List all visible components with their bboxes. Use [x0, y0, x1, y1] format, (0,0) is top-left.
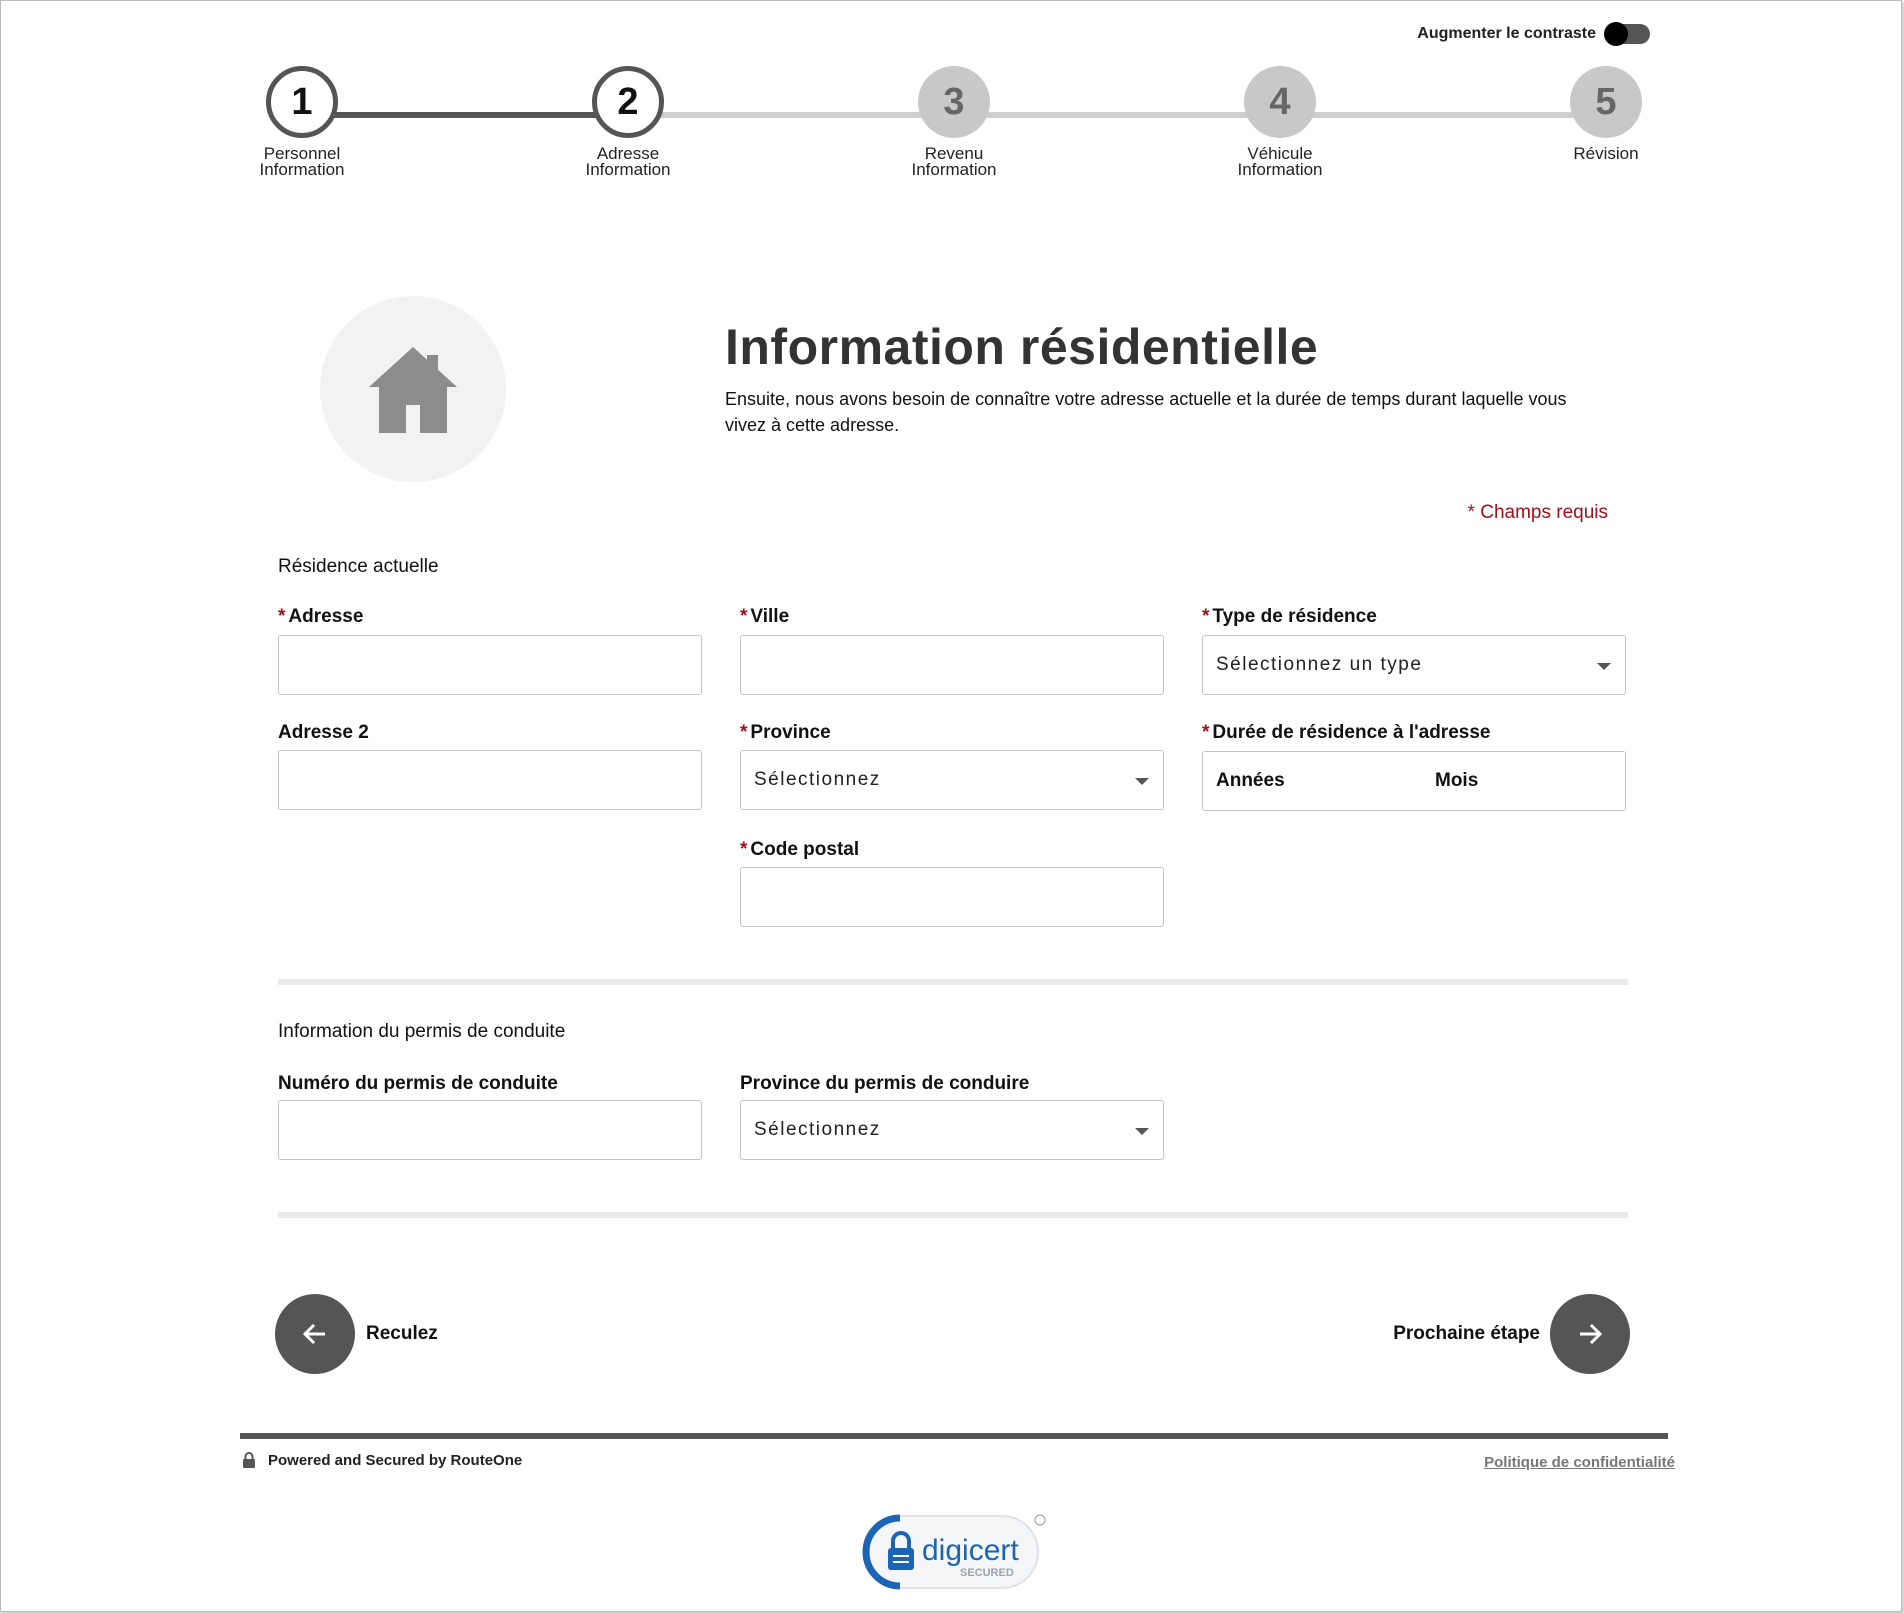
license-province-value: Sélectionnez [754, 1119, 881, 1140]
required-asterisk: * [1202, 606, 1210, 627]
section-title-license: Information du permis de conduite [278, 1021, 566, 1042]
page-title: Information résidentielle [725, 319, 1319, 375]
step-2-circle: 2 [592, 66, 664, 138]
address2-label: Adresse 2 [278, 722, 369, 743]
address-label: * Adresse [278, 606, 364, 627]
city-label: * Ville [740, 606, 790, 627]
step-5 [1526, 66, 1686, 162]
digicert-seal[interactable] [860, 1512, 1046, 1592]
residence-type-select[interactable] [1202, 635, 1626, 695]
digicert-brand: digicert [922, 1534, 1019, 1567]
contrast-toggle-knob [1604, 22, 1628, 46]
step-1[interactable] [222, 66, 382, 178]
digicert-logo [860, 1512, 1046, 1592]
section-divider [278, 1212, 1628, 1218]
step-3 [874, 66, 1034, 178]
powered-by-text: Powered and Secured by RouteOne [268, 1452, 523, 1469]
required-fields-note: * Champs requis [1467, 502, 1608, 523]
contrast-control [1417, 24, 1650, 44]
contrast-label: Augmenter le contraste [1417, 25, 1596, 42]
privacy-policy-link[interactable]: Politique de confidentialité [1484, 1454, 1675, 1471]
chevron-down-icon [1597, 663, 1611, 670]
postal-code-label: * Code postal [740, 839, 860, 860]
years-input[interactable]: Années [1216, 770, 1285, 791]
arrow-left-icon [301, 1320, 329, 1348]
footer-powered-by [242, 1452, 522, 1469]
province-select[interactable] [740, 750, 1164, 810]
city-input[interactable] [740, 635, 1164, 695]
address-input[interactable] [278, 635, 702, 695]
page-description: Ensuite, nous avons besoin de connaître votre adresse actuelle et la durée de temps durant laquelle vous vivez à cette adresse. [725, 389, 1567, 435]
postal-code-input[interactable] [740, 867, 1164, 927]
house-icon-badge [320, 296, 506, 482]
step-5-circle: 5 [1570, 66, 1642, 138]
license-province-label: Province du permis de conduire [740, 1073, 1030, 1094]
chevron-down-icon [1135, 778, 1149, 785]
residence-type-label: * Type de résidence [1202, 606, 1377, 627]
next-button[interactable] [1550, 1294, 1630, 1374]
step-4-label: Véhicule Information [1237, 144, 1323, 179]
license-number-input[interactable] [278, 1100, 702, 1160]
step-4 [1200, 66, 1360, 178]
province-label: * Province [740, 722, 831, 743]
step-2[interactable] [548, 66, 708, 178]
required-asterisk: * [1202, 722, 1210, 743]
next-label[interactable]: Prochaine étape [1393, 1323, 1540, 1344]
contrast-toggle[interactable] [1606, 24, 1650, 44]
duration-label: * Durée de résidence à l'adresse [1202, 722, 1491, 743]
license-province-select[interactable] [740, 1100, 1164, 1160]
lock-icon [242, 1452, 256, 1469]
step-1-label: Personnel Information [259, 144, 345, 179]
back-label[interactable]: Reculez [366, 1323, 438, 1344]
months-input[interactable]: Mois [1435, 770, 1479, 791]
chevron-down-icon [1135, 1128, 1149, 1135]
residence-type-value: Sélectionnez un type [1216, 654, 1423, 675]
step-3-label: Revenu Information [911, 144, 997, 179]
duration-field [1202, 751, 1626, 811]
step-1-circle: 1 [266, 66, 338, 138]
step-4-circle: 4 [1244, 66, 1316, 138]
address2-input[interactable] [278, 750, 702, 810]
required-asterisk: * [278, 606, 286, 627]
section-title-residence: Résidence actuelle [278, 556, 439, 577]
section-divider [278, 979, 1628, 985]
step-connector-upcoming [626, 112, 1600, 118]
step-2-label: Adresse Information [585, 144, 671, 179]
required-asterisk: * [740, 839, 748, 860]
required-asterisk: * [740, 606, 748, 627]
license-number-label: Numéro du permis de conduite [278, 1073, 558, 1094]
footer-divider [240, 1433, 1668, 1439]
step-3-circle: 3 [918, 66, 990, 138]
house-icon [365, 343, 461, 435]
progress-stepper [0, 66, 1904, 196]
arrow-right-icon [1576, 1320, 1604, 1348]
step-5-label: Révision [1573, 144, 1639, 163]
required-asterisk: * [740, 722, 748, 743]
digicert-secured: SECURED [960, 1567, 1014, 1579]
back-button[interactable] [275, 1294, 355, 1374]
province-value: Sélectionnez [754, 769, 881, 790]
